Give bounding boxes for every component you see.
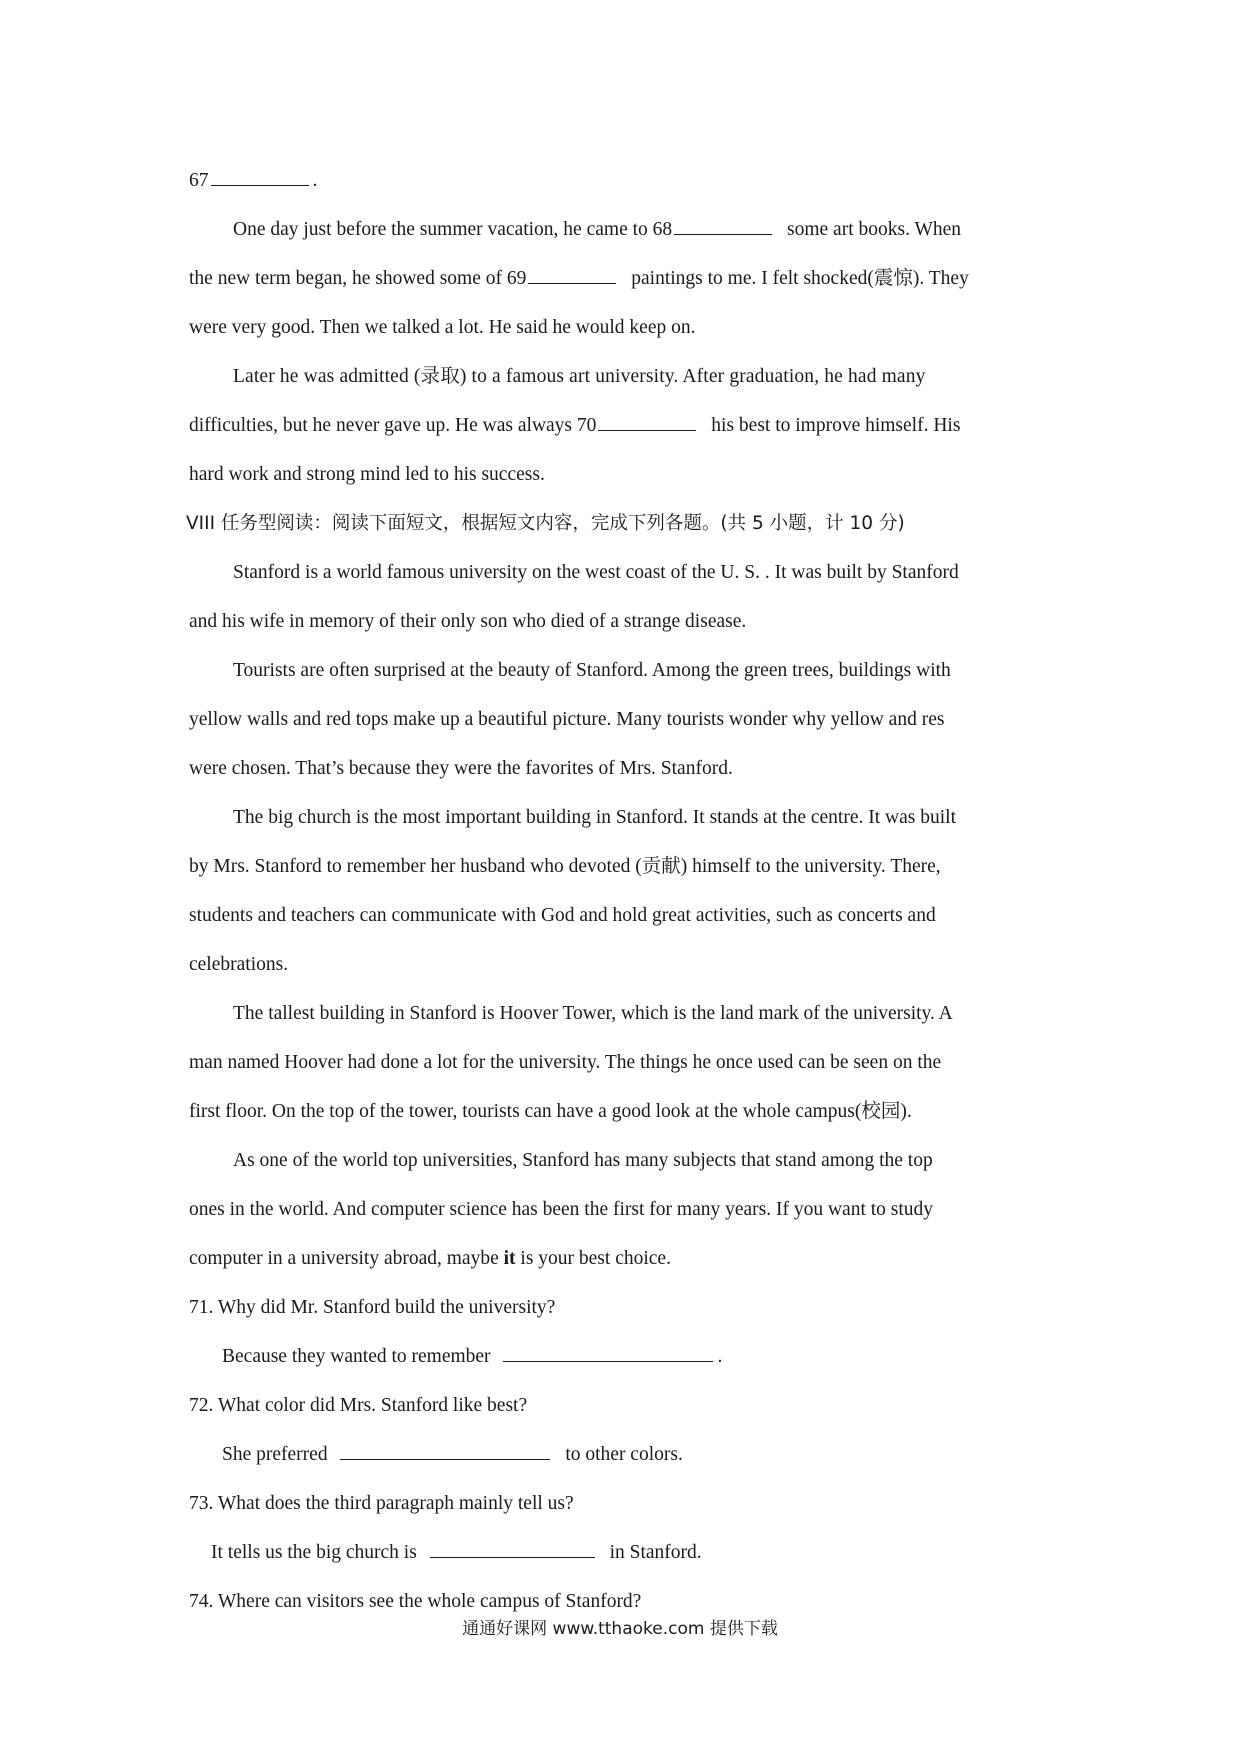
emphasis-it: it (503, 1248, 516, 1269)
stanford-paragraph5-line2: ones in the world. And computer science has been the first for many years. If you want to study (189, 1199, 934, 1220)
passage1-paragraph1-line2: the new term began, he showed some of 69 paintings to me. I felt shocked(震惊). They (189, 254, 1060, 303)
stanford-paragraph5-line1: As one of the world top universities, Stanford has many subjects that stand among the top (233, 1150, 933, 1171)
answer-blank-72[interactable] (340, 1441, 550, 1460)
stanford-paragraph2-line1: Tourists are often surprised at the beauty of Stanford. Among the green trees, buildings with (233, 660, 951, 681)
answer-blank-73[interactable] (430, 1539, 595, 1558)
page-footer: 通通好课网 www.tthaoke.com 提供下载 (462, 1619, 778, 1639)
answer-blank-67[interactable] (211, 167, 309, 186)
passage1-paragraph1-line1: One day just before the summer vacation, he came to 68 some art books. When (189, 205, 1060, 254)
answer-line-72: She preferred to other colors. (189, 1430, 1060, 1479)
stanford-paragraph3-line4: celebrations. (189, 954, 289, 975)
passage1-paragraph2-line3: hard work and strong mind led to his success. (189, 464, 545, 485)
answer-blank-70[interactable] (598, 412, 696, 431)
stanford-paragraph4-line2: man named Hoover had done a lot for the university. The things he once used can be seen on the (189, 1052, 942, 1073)
stanford-paragraph5-line3: computer in a university abroad, maybe it is your best choice. (189, 1248, 671, 1269)
question-74: 74. Where can visitors see the whole campus of Stanford? (189, 1591, 642, 1612)
stanford-paragraph4-line1: The tallest building in Stanford is Hoover Tower, which is the land mark of the university. A (233, 1003, 953, 1024)
answer-line-71: Because they wanted to remember . (189, 1332, 1060, 1381)
stanford-paragraph2-line2: yellow walls and red tops make up a beautiful picture. Many tourists wonder why yellow and res (189, 709, 945, 730)
answer-blank-68[interactable] (674, 216, 772, 235)
question-71: 71. Why did Mr. Stanford build the university? (189, 1297, 556, 1318)
question-72: 72. What color did Mrs. Stanford like best? (189, 1395, 528, 1416)
item-number: 67 (189, 170, 209, 191)
question-73: 73. What does the third paragraph mainly tell us? (189, 1493, 574, 1514)
stanford-paragraph1-line2: and his wife in memory of their only son who died of a strange disease. (189, 611, 747, 632)
answer-line-73: It tells us the big church is in Stanford. (189, 1528, 1060, 1577)
answer-blank-69[interactable] (528, 265, 616, 284)
passage1-paragraph2-line1: Later he was admitted (录取) to a famous art university. After graduation, he had many (233, 366, 926, 387)
stanford-paragraph4-line3: first floor. On the top of the tower, tourists can have a good look at the whole campus(校园). (189, 1101, 912, 1122)
stanford-paragraph3-line2: by Mrs. Stanford to remember her husband who devoted (贡献) himself to the university. There, (189, 856, 941, 877)
stanford-paragraph2-line3: were chosen. That’s because they were the favorites of Mrs. Stanford. (189, 758, 733, 779)
stanford-paragraph3-line1: The big church is the most important building in Stanford. It stands at the centre. It was built (233, 807, 956, 828)
blank-line-67: 67 . (189, 156, 1060, 205)
stanford-paragraph1-line1: Stanford is a world famous university on the west coast of the U. S. . It was built by Stanford (233, 562, 959, 583)
answer-blank-71[interactable] (503, 1343, 713, 1362)
passage1-paragraph2-line2: difficulties, but he never gave up. He was always 70 his best to improve himself. His (189, 401, 1060, 450)
section-heading: VIII 任务型阅读：阅读下面短文，根据短文内容，完成下列各题。(共 5 小题，计 10 分) (186, 513, 905, 534)
passage1-paragraph1-line3: were very good. Then we talked a lot. He said he would keep on. (189, 317, 696, 338)
stanford-paragraph3-line3: students and teachers can communicate with God and hold great activities, such as concerts and (189, 905, 936, 926)
